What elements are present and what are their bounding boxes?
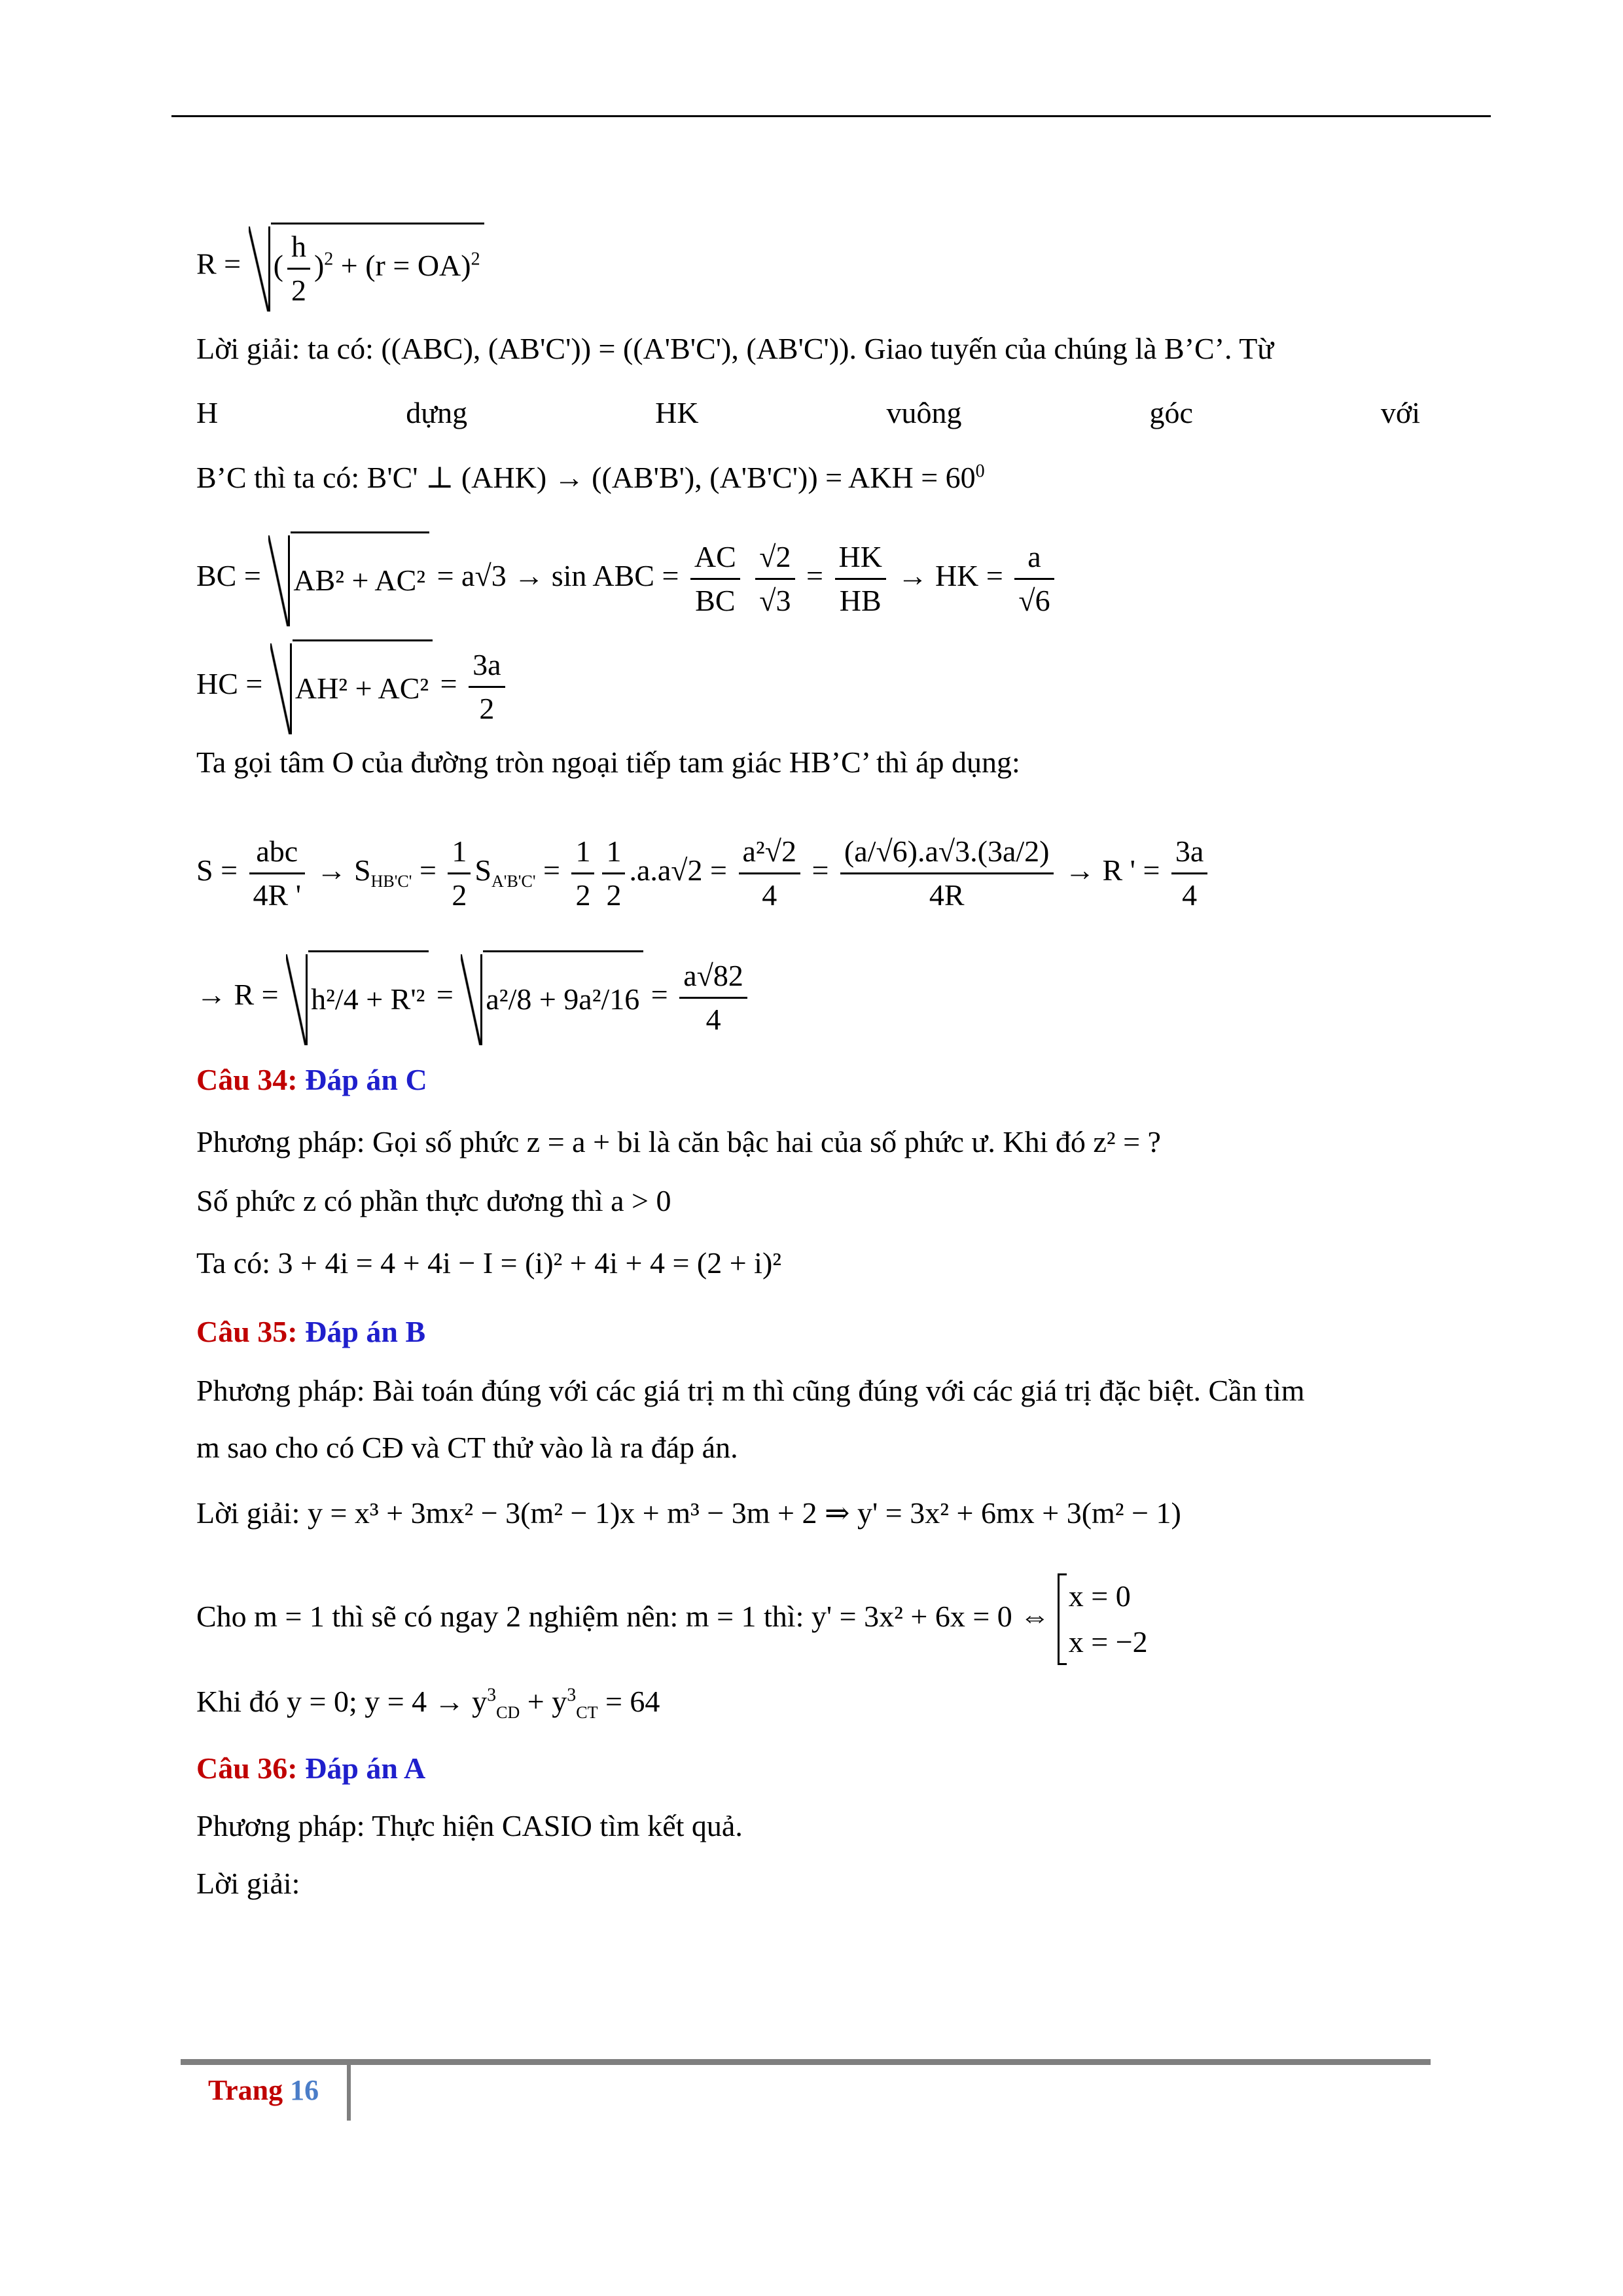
justified-line: H dựng HK vuông góc với bbox=[196, 396, 1420, 429]
circumcircle-line: Ta gọi tâm O của đường tròn ngoại tiếp tam giác HB’C’ thì áp dụng: bbox=[196, 745, 1020, 779]
solution-line-3: B’C thì ta có: B'C' ⊥ (AHK) → ((AB'B'), (A'B'C')) = AKH = $60^0$ bbox=[196, 461, 985, 494]
q35-roots: Cho m = 1 thì sẽ có ngay 2 nghiệm nên: m = 1 thì: y' = 3x² + 6x = 0 ⇔ x = 0 x = −2 bbox=[196, 1564, 1148, 1669]
footer-divider bbox=[347, 2062, 351, 2121]
solution-line-1: Lời giải: ta có: ((ABC), (AB'C')) = ((A'B'C'), (AB'C')). Giao tuyến của chúng là B’C’. Từ bbox=[196, 332, 1274, 365]
q35-method-1: Phương pháp: Bài toán đúng với các giá trị m thì cũng đúng với các giá trị đặc biệt. Cần tìm bbox=[196, 1374, 1305, 1407]
r-formula: R = ( $\frac{h}{2}$ )$^2$ + (r = OA)$^2$ bbox=[196, 223, 484, 295]
q34-condition: Số phức z có phần thực dương thì a > 0 bbox=[196, 1184, 671, 1217]
q35-result: Khi đó y = 0; $y = 4 \to y^3_{CD} + y^3_{CT} = 64$ bbox=[196, 1685, 660, 1723]
bc-formula: BC = AB² + AC² = a√3 → sin ABC = $\frac{AC}{BC}$ $\frac{√2}{√3}$ = $\frac{HK}{HB}$ → HK = $\frac{a}{√6}$ bbox=[196, 530, 1058, 622]
hc-formula: HC = AH² + AC² = $\frac{3a}{2}$ bbox=[196, 638, 509, 730]
header-rule bbox=[171, 115, 1491, 117]
question-36-heading: Câu 36: Đáp án A bbox=[196, 1751, 426, 1785]
question-35-heading: Câu 35: Đáp án B bbox=[196, 1315, 426, 1348]
equation-system: x = 0 x = −2 bbox=[1058, 1573, 1148, 1665]
footer-rule bbox=[181, 2059, 1431, 2065]
q36-solution-label: Lời giải: bbox=[196, 1867, 300, 1900]
q34-solution: Ta có: 3 + 4i = 4 + 4i − I = (i)² + 4i + 4 = (2 + i)² bbox=[196, 1246, 782, 1280]
question-34-heading: Câu 34: Đáp án C bbox=[196, 1063, 427, 1096]
r-result-formula: → R = h²/4 + R'² = a²/8 + 9a²/16 = $\frac{a√82}{4}$ bbox=[196, 949, 751, 1041]
q35-solution: Lời giải: y = x³ + 3mx² − 3(m² − 1)x + m³ − 3m + 2 ⇒ y' = 3x² + 6mx + 3(m² − 1) bbox=[196, 1496, 1181, 1530]
q35-method-2: m sao cho có CĐ và CT thử vào là ra đáp án. bbox=[196, 1431, 738, 1464]
s-formula: S = $\frac{\text{abc}}{4R '}$ → $S_{HB'C'}$ = $\frac{1}{2}$ $S_{A'B'C'}$ = $\frac{1}{2}$ $\frac{1}{2}$ .a.a√2 = $\frac{\text{a²√2}}{4}$ = $\frac{(a/√6).a√3.(3a/2)}{4R}$ → R ' = $\frac{3a}{4}$ bbox=[196, 812, 1211, 929]
q36-method: Phương pháp: Thực hiện CASIO tìm kết quả. bbox=[196, 1809, 743, 1842]
page-number: Trang 16 bbox=[208, 2074, 319, 2106]
q34-method: Phương pháp: Gọi số phức z = a + bi là căn bậc hai của số phức ư. Khi đó z² = ? bbox=[196, 1125, 1161, 1158]
